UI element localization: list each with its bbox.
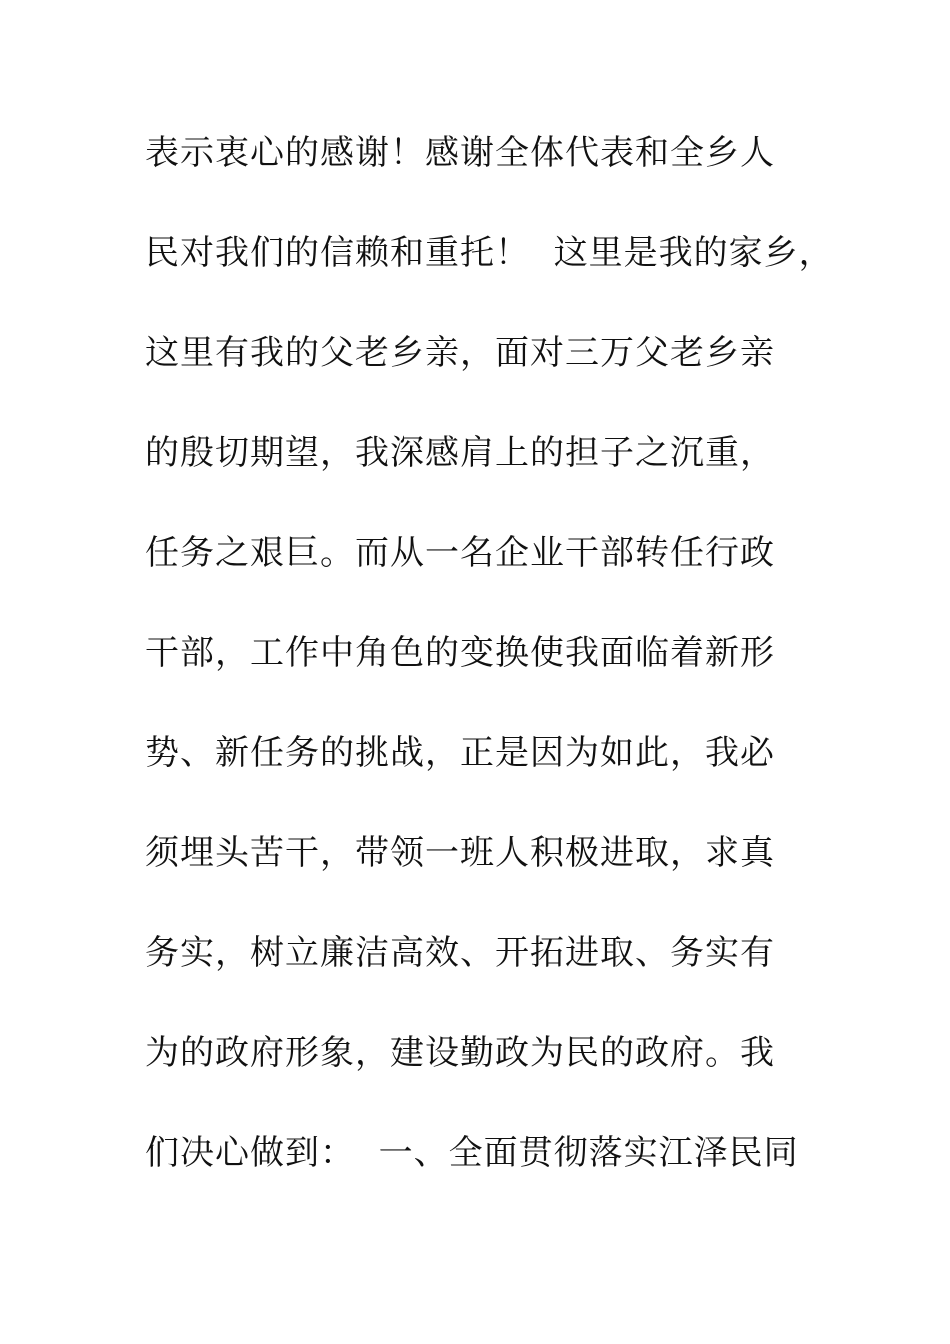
text-line: 务实，树立廉洁高效、开拓进取、务实有	[145, 933, 775, 973]
text-line: 们决心做到： 一、全面贯彻落实江泽民同	[145, 1133, 799, 1173]
text-line: 民对我们的信赖和重托！ 这里是我的家乡，	[145, 233, 834, 273]
text-line: 这里有我的父老乡亲，面对三万父老乡亲	[145, 333, 775, 373]
text-line: 为的政府形象，建设勤政为民的政府。我	[145, 1033, 775, 1073]
text-line: 表示衷心的感谢！感谢全体代表和全乡人	[145, 133, 775, 173]
text-line: 势、新任务的挑战，正是因为如此，我必	[145, 733, 775, 773]
text-line: 任务之艰巨。而从一名企业干部转任行政	[145, 533, 775, 573]
text-line: 干部，工作中角色的变换使我面临着新形	[145, 633, 775, 673]
text-line: 的殷切期望，我深感肩上的担子之沉重，	[145, 433, 775, 473]
text-line: 须埋头苦干，带领一班人积极进取，求真	[145, 833, 775, 873]
